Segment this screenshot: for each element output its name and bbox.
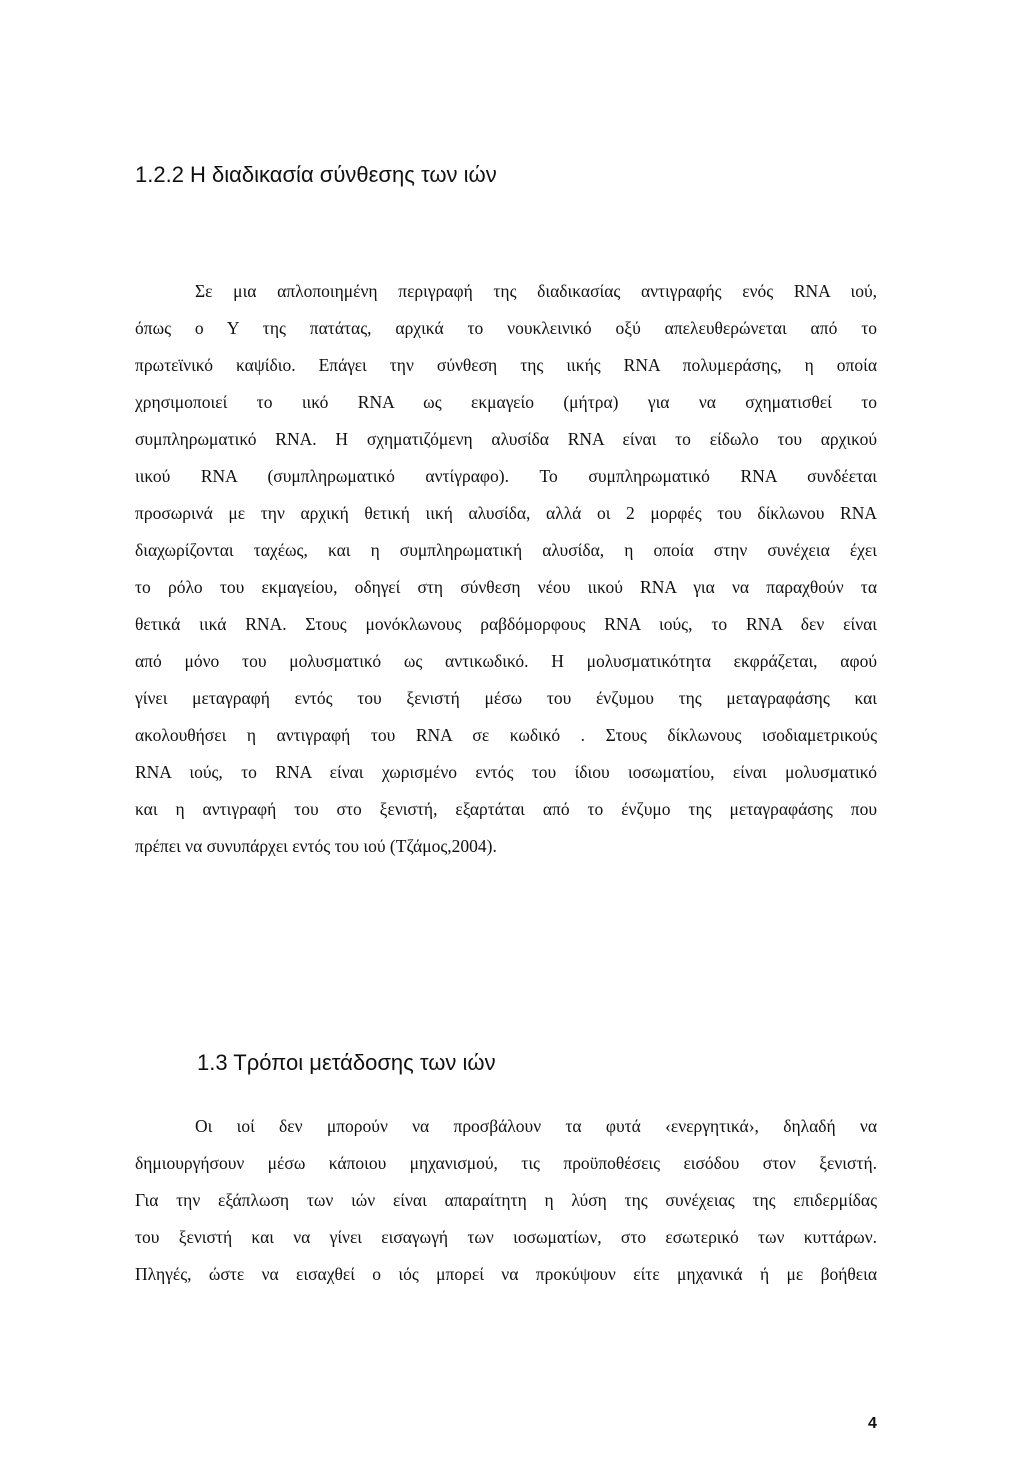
text-line: ακολουθήσει η αντιγραφή του RNA σε κωδικό . Στους δίκλωνους ισοδιαμετρικούς — [135, 725, 877, 745]
text-line: πρέπει να συνυπάρχει εντός του ιού (Τζάμος,2004). — [135, 836, 497, 856]
text-line: το ρόλο του εκμαγείου, οδηγεί στη σύνθεση νέου ιικού RNA για να παραχθούν τα — [135, 577, 877, 597]
text-line: δημιουργήσουν μέσω κάποιου μηχανισμού, τις προϋποθέσεις εισόδου στον ξενιστή. — [135, 1153, 877, 1173]
text-line: του ξενιστή και να γίνει εισαγωγή των ιοσωματίων, στο εσωτερικό των κυττάρων. — [135, 1227, 877, 1247]
text-line: διαχωρίζονται ταχέως, και η συμπληρωματική αλυσίδα, η οποία στην συνέχεια έχει — [135, 540, 877, 560]
text-line: από μόνο του μολυσματικό ως αντικωδικό. Η μολυσματικότητα εκφράζεται, αφού — [135, 651, 877, 671]
section-1-2-2-body — [135, 273, 877, 865]
text-line: Πληγές, ώστε να εισαχθεί ο ιός μπορεί να προκύψουν είτε μηχανικά ή με βοήθεια — [135, 1264, 877, 1284]
text-line: πρωτεϊνικό καψίδιο. Επάγει την σύνθεση της ιικής RNA πολυμεράσης, η οποία — [135, 355, 877, 375]
text-line: Για την εξάπλωση των ιών είναι απαραίτητη η λύση της συνέχειας της επιδερμίδας — [135, 1190, 877, 1210]
page-number: 4 — [868, 1415, 877, 1432]
text-line: γίνει μεταγραφή εντός του ξενιστή μέσω του ένζυμου της μεταγραφάσης και — [135, 688, 877, 708]
text-line: Οι ιοί δεν μπορούν να προσβάλουν τα φυτά ‹ενεργητικά›, δηλαδή να — [195, 1116, 877, 1136]
text-line: ιικού RNA (συμπληρωματικό αντίγραφο). Το συμπληρωματικό RNA συνδέεται — [135, 466, 877, 486]
text-line: όπως ο Υ της πατάτας, αρχικά το νουκλεινικό οξύ απελευθερώνεται από το — [135, 318, 877, 338]
text-line: συμπληρωματικό RNA. Η σχηματιζόμενη αλυσίδα RNA είναι το είδωλο του αρχικού — [135, 429, 877, 449]
section-1-3-body — [135, 1108, 877, 1293]
text-line: θετικά ιικά RNA. Στους μονόκλωνους ραβδόμορφους RNA ιούς, το RNA δεν είναι — [135, 614, 877, 634]
text-line: προσωρινά με την αρχική θετική ιική αλυσίδα, αλλά οι 2 μορφές του δίκλωνου RNA — [135, 503, 877, 523]
section-heading-1-2-2: 1.2.2 Η διαδικασία σύνθεσης των ιών — [135, 162, 497, 187]
text-line: Σε μια απλοποιημένη περιγραφή της διαδικασίας αντιγραφής ενός RNA ιού, — [195, 281, 877, 301]
text-line: χρησιμοποιεί το ιικό RNA ως εκμαγείο (μήτρα) για να σχηματισθεί το — [135, 392, 877, 412]
text-line: και η αντιγραφή του στο ξενιστή, εξαρτάται από το ένζυμο της μεταγραφάσης που — [135, 799, 877, 819]
text-line: RNA ιούς, το RNA είναι χωρισμένο εντός του ίδιου ιοσωματίου, είναι μολυσματικό — [135, 762, 877, 782]
section-heading-1-3: 1.3 Τρόποι μετάδοσης των ιών — [197, 1050, 496, 1075]
